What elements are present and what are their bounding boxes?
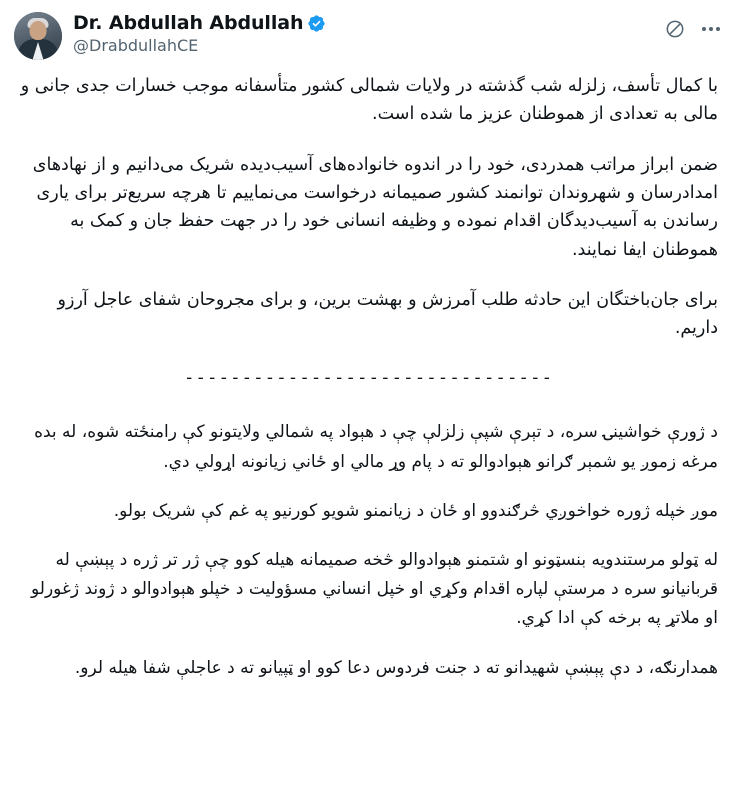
tweet-text — [14, 64, 722, 683]
tweet-paragraph-ps-3: له ټولو مرستندویه بنسټونو او شتمنو هېوادوالو څخه صمیمانه هیله کوو چې ژر تر ژره د پېښې له قربانیانو سره د مرستې لپاره اقدام وکړي او خپل انساني مسؤولیت د خپلو هېوادوالو د ژوند ژغورلو او ملاتړ په برخه کې ادا کړي. — [31, 549, 718, 629]
tweet-header — [14, 10, 722, 64]
tweet-paragraph-ps-2: موږ خپله ژوره خواخوږي څرګندوو او ځان د زیانمنو شویو کورنیو په غم کې شریک بولو. — [113, 500, 718, 521]
share-slash-icon[interactable] — [664, 18, 686, 40]
more-dot — [709, 27, 713, 31]
avatar[interactable] — [14, 12, 62, 60]
tweet-paragraph-fa-3: برای جان‌باختگان این حادثه طلب آمرزش و بهشت برین، و برای مجروحان شفای عاجل آرزو داریم. — [57, 290, 718, 339]
display-name[interactable]: Dr. Abdullah Abdullah — [73, 12, 304, 34]
display-name-row — [73, 12, 664, 35]
text-divider: - - - - - - - - - - - - - - - - - - - - - - - - - - - - - - - - — [186, 367, 550, 388]
more-options-icon[interactable] — [700, 18, 722, 40]
tweet-paragraph-ps-4: همدارنګه، د دې پېښې شهیدانو ته د جنت فردوس دعا کوو او ټپیانو ته د عاجلې شفا هیله لرو. — [74, 657, 718, 678]
tweet-paragraph-fa-1: با کمال تأسف، زلزله شب گذشته در ولایات شمالی کشور متأسفانه موجب خسارات جدی جانی و مالی به تعدادی از هموطنان عزیز ما شده است. — [20, 76, 718, 125]
avatar-face — [30, 21, 47, 40]
tweet-paragraph-fa-2: ضمن ابراز مراتب همدردی، خود را در اندوه خانواده‌های آسیب‌دیده شریک می‌دانیم و از نهادهای امدادرسان و شهروندان توانمند کشور صمیمانه درخواست می‌نماییم تا هرچه سریع‌تر برای یاری رساندن به آسیب‌دیدگان اقدام نموده و وظیفه انسانی خود را در جهت حفظ جان و کمک به هموطنان ایفا نمایند. — [32, 154, 718, 260]
tweet-header-actions — [664, 12, 722, 40]
account-names — [62, 12, 664, 56]
more-dot — [702, 27, 706, 31]
tweet-paragraph-ps-1: د ژورې خواشینۍ سره، د تېرې شپې زلزلې چې د هېواد په شمالي ولایتونو کې رامنځته شوه، له بده مرغه زموږ یو شمېر ګرانو هېوادوالو ته د پام وړ مالي او ځاني زیانونه اړولي دي. — [34, 422, 718, 472]
more-dot — [716, 27, 720, 31]
verified-badge-icon — [307, 14, 326, 33]
tweet-pashto-block — [18, 418, 718, 683]
account-handle[interactable]: @DrabdullahCE — [73, 36, 199, 55]
